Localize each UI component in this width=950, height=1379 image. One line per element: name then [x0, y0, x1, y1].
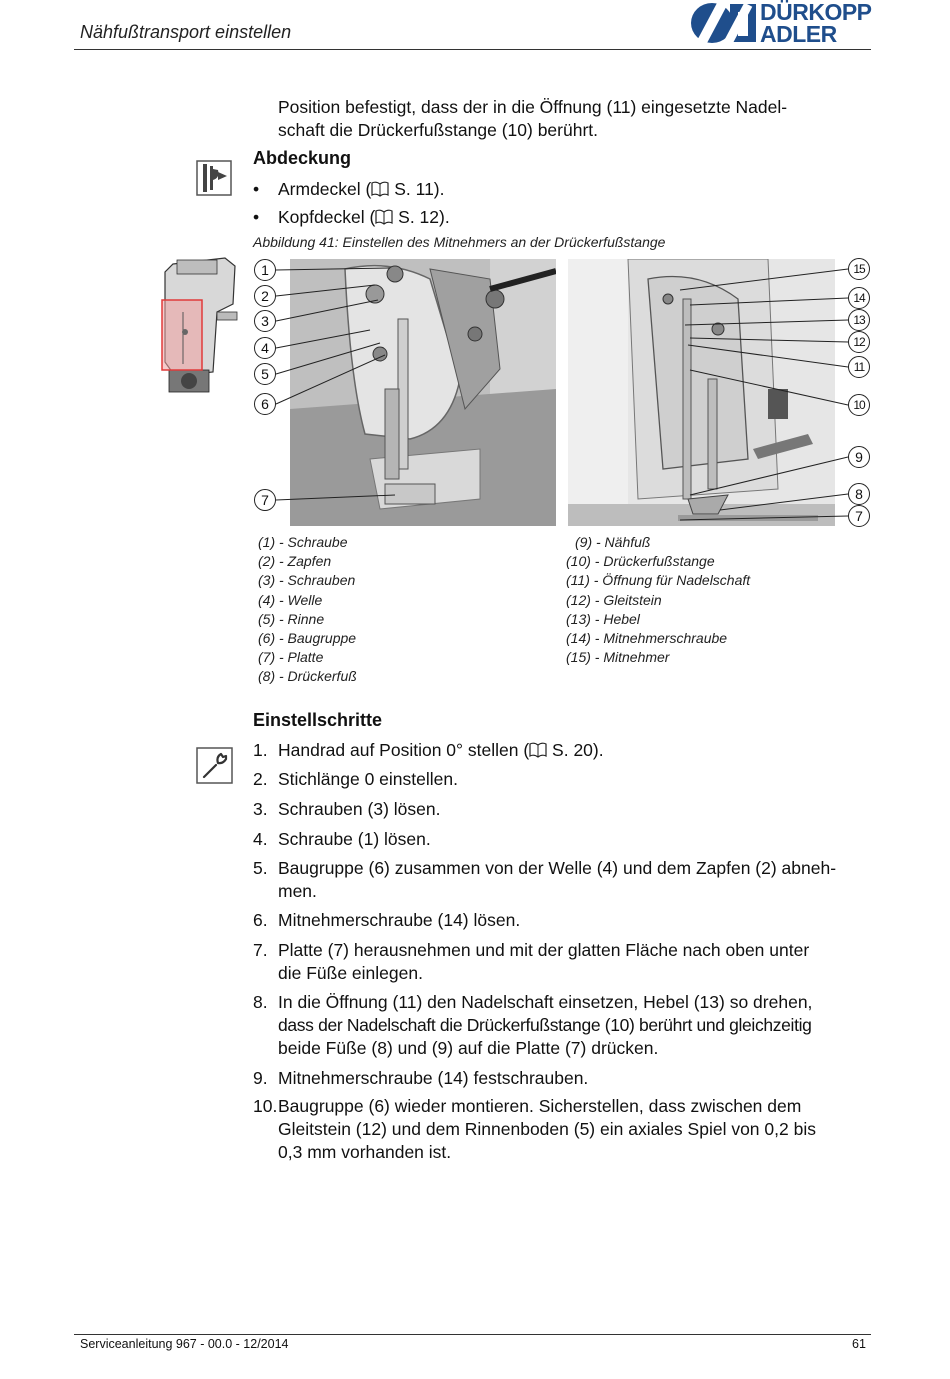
step-4: [253, 828, 873, 851]
logo-text-bottom: ADLER: [760, 21, 837, 47]
callout-10: 10: [848, 394, 870, 416]
callout-11: 11: [848, 356, 870, 378]
callout-3: 3: [254, 310, 276, 332]
step-number: 6.: [253, 910, 268, 930]
callout-5: 5: [254, 363, 276, 385]
page-header-title: Nähfußtransport einstellen: [80, 22, 292, 42]
step-number: 5.: [253, 858, 268, 878]
step-text-line: dass der Nadelschaft die Drückerfußstange (10) berührt und gleichzeitig: [278, 1015, 812, 1035]
figure-caption: Abbildung 41: Einstellen des Mitnehmers an der Drückerfußstange: [253, 234, 666, 250]
callout-6: 6: [254, 393, 276, 415]
steps-heading: Einstellschritte: [253, 710, 383, 730]
book-ref-icon: [371, 181, 389, 197]
step-5: [253, 857, 873, 903]
callout-15: 15: [848, 258, 870, 280]
legend-item: (8) - Drückerfuß: [258, 668, 357, 685]
cover-item-ref[interactable]: S. 12).: [398, 207, 450, 227]
footer-rule: [74, 1334, 871, 1335]
step-text: Handrad auf Position 0° stellen (: [278, 740, 530, 760]
step-text-line: In die Öffnung (11) den Nadelschaft einsetzen, Hebel (13) so drehen,: [278, 992, 813, 1012]
step-10: [253, 1095, 873, 1164]
callout-9: 9: [848, 446, 870, 468]
step-7: [253, 939, 873, 985]
step-text-line: beide Füße (8) und (9) auf die Platte (7) drücken.: [278, 1038, 659, 1058]
bullet: •: [253, 207, 260, 227]
cover-item-head: [253, 206, 450, 229]
legend-item: (15) - Mitnehmer: [566, 649, 670, 666]
step-text: Schrauben (3) lösen.: [278, 799, 441, 819]
step-number: 3.: [253, 799, 268, 819]
step-text: Schraube (1) lösen.: [278, 829, 431, 849]
step-6: [253, 909, 873, 932]
book-ref-icon: [375, 209, 393, 225]
step-text: Stichlänge 0 einstellen.: [278, 769, 458, 789]
step-text-line: men.: [278, 881, 317, 901]
step-number: 7.: [253, 940, 268, 960]
legend-item: (5) - Rinne: [258, 610, 325, 627]
step-2: [253, 768, 873, 791]
legend-item: (7) - Platte: [258, 649, 324, 666]
callout-13: 13: [848, 309, 870, 331]
cover-item-text: Kopfdeckel (: [278, 207, 376, 227]
machine-overview-image: [155, 252, 241, 400]
detail-photo-right: [568, 259, 835, 526]
callout-2: 2: [254, 285, 276, 307]
callout-4: 4: [254, 337, 276, 359]
step-text: Mitnehmerschraube (14) lösen.: [278, 910, 521, 930]
step-number: 8.: [253, 992, 268, 1012]
legend-item: (1) - Schraube: [258, 534, 348, 550]
step-text-line: 0,3 mm vorhanden ist.: [278, 1142, 452, 1162]
step-number: 9.: [253, 1068, 268, 1088]
callout-8: 8: [848, 483, 870, 505]
step-text-line: Baugruppe (6) zusammen von der Welle (4) und dem Zapfen (2) abneh-: [278, 858, 837, 878]
step-ref[interactable]: S. 20).: [552, 740, 604, 760]
step-text-line: die Füße einlegen.: [278, 963, 423, 983]
logo-text-top: DÜRKOPP: [760, 0, 872, 25]
step-text-line: Platte (7) herausnehmen und mit der glatten Fläche nach oben unter: [278, 940, 810, 960]
brand-logo: [690, 2, 875, 46]
callout-7-left: 7: [254, 489, 276, 511]
cover-heading: Abdeckung: [253, 148, 352, 168]
legend-item: (2) - Zapfen: [258, 553, 332, 570]
step-9: [253, 1067, 873, 1090]
legend-item: (14) - Mitnehmerschraube: [566, 630, 728, 647]
legend-item: (3) - Schrauben: [258, 572, 356, 589]
step-number: 2.: [253, 769, 268, 789]
legend-item: (6) - Baugruppe: [258, 630, 357, 647]
step-3: [253, 798, 873, 821]
step-number: 1.: [253, 740, 268, 760]
bullet: •: [253, 179, 260, 199]
step-1: [253, 739, 873, 762]
step-text: Mitnehmerschraube (14) festschrauben.: [278, 1068, 589, 1088]
header-rule: [74, 49, 871, 50]
legend-item: (4) - Welle: [258, 591, 323, 608]
legend-item: (13) - Hebel: [566, 610, 640, 627]
step-8: [253, 991, 873, 1060]
legend-item: (10) - Drückerfußstange: [566, 553, 715, 570]
callout-12: 12: [848, 331, 870, 353]
cover-item-arm: [253, 178, 445, 201]
intro-line-1: Position befestigt, dass der in die Öffnung (11) eingesetzte Nadel-: [278, 97, 788, 117]
legend-item: (11) - Öffnung für Nadelschaft: [566, 572, 751, 589]
legend-item: (9) - Nähfuß: [575, 534, 651, 550]
cover-item-text: Armdeckel (: [278, 179, 372, 199]
cover-icon: [196, 160, 232, 196]
legend-right: [566, 533, 750, 667]
footer-document-id: Serviceanleitung 967 - 00.0 - 12/2014: [80, 1337, 289, 1351]
step-number: 10.: [253, 1096, 278, 1116]
legend-item: (12) - Gleitstein: [566, 591, 662, 608]
book-ref-icon: [529, 742, 547, 758]
detail-photo-left: [290, 259, 556, 526]
intro-line-2: schaft die Drückerfußstange (10) berührt.: [278, 120, 599, 140]
callout-14: 14: [848, 287, 870, 309]
callout-1: 1: [254, 259, 276, 281]
step-text-line: Baugruppe (6) wieder montieren. Sicherstellen, dass zwischen dem: [278, 1096, 802, 1116]
callout-7-right: 7: [848, 505, 870, 527]
step-text-line: Gleitstein (12) und dem Rinnenboden (5) ein axiales Spiel von 0,2 bis: [278, 1119, 816, 1139]
step-number: 4.: [253, 829, 268, 849]
wrench-icon: [196, 747, 233, 784]
legend-left: [258, 533, 357, 687]
cover-item-ref[interactable]: S. 11).: [394, 179, 445, 199]
page-number: 61: [852, 1337, 866, 1351]
